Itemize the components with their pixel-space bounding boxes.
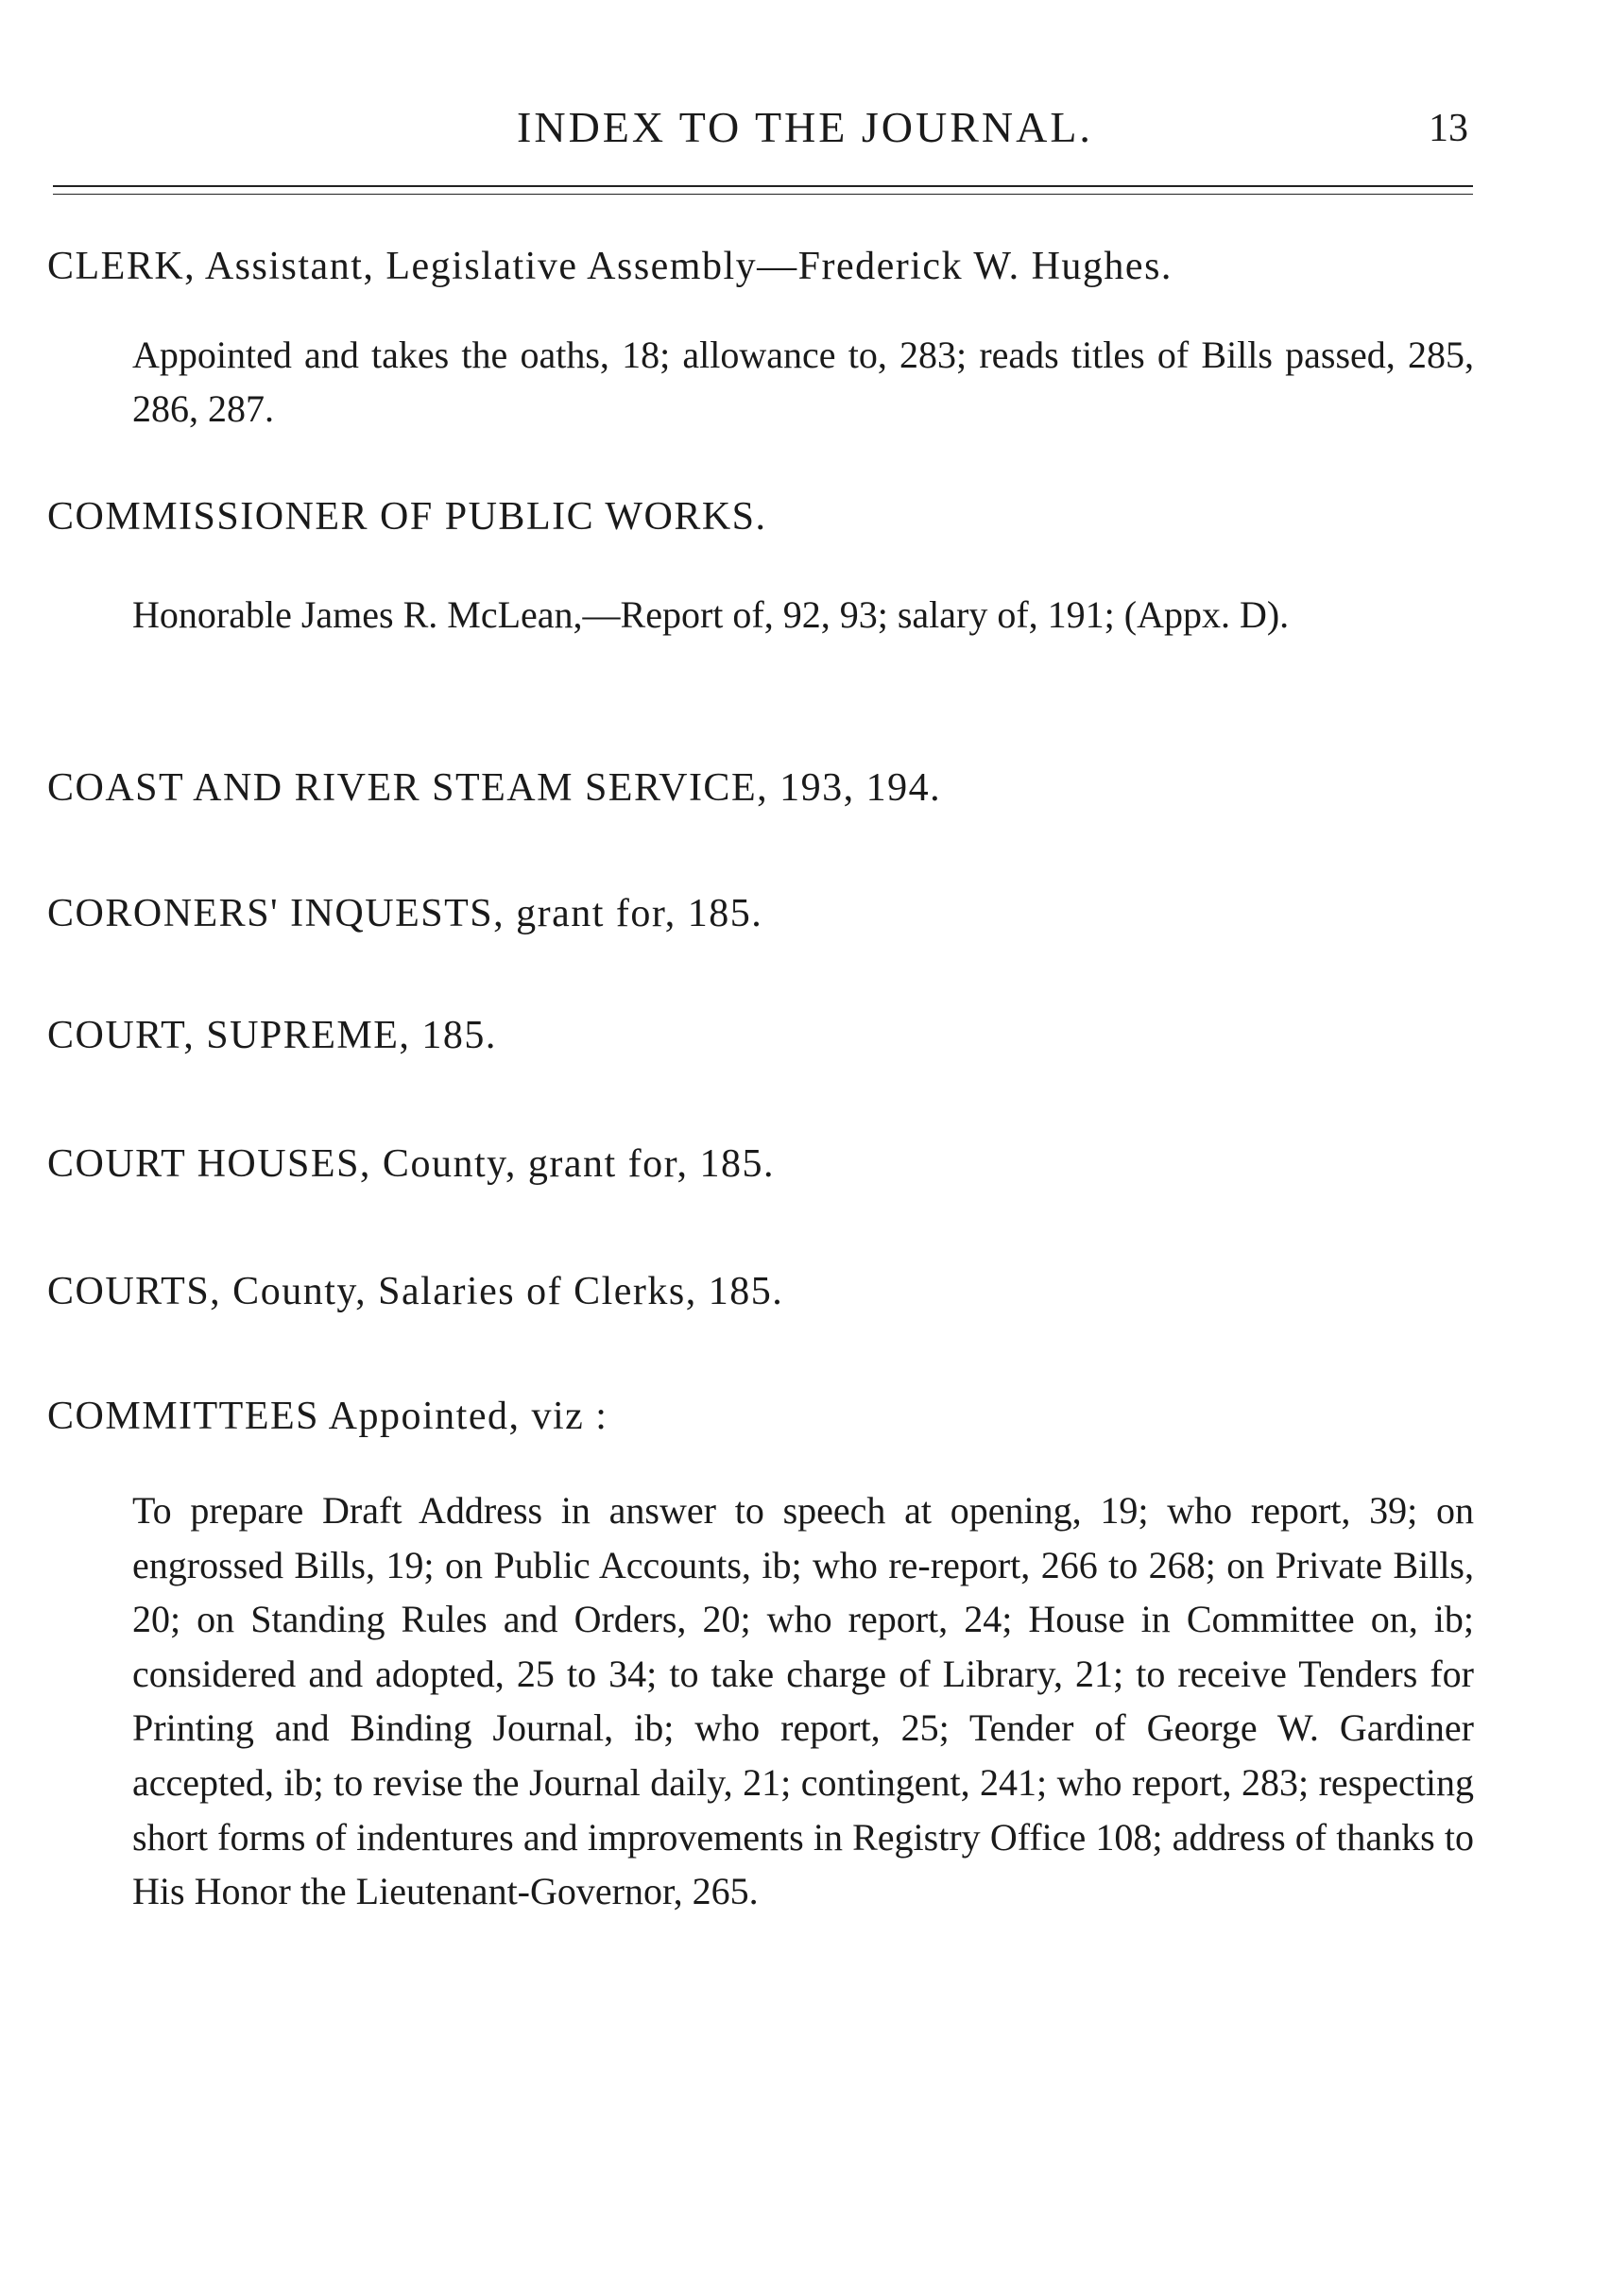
entry-body-committees: To prepare Draft Address in answer to speech at opening, 19; who report, 39; on engrossed Bills, 19; on Public Accounts, ib; who re-report, 266 to 268; on Private Bills, 20; on Standing Rules and Orders, 20; who report, 24; House in Committee on, ib; considered and adopted, 25 to 34; to take charge of Library, 21; to receive Tenders for Printing and Binding Journal, ib; who report, 25; Tender of George W. Gardiner accepted, ib; to revise the Journal daily, 21; contingent, 241; who report, 283; respecting short forms of indentures and improvements in Registry Office 108; address of thanks to His Honor the Lieutenant-Governor, 265.	[132, 1489, 1474, 1913]
header-rule-top	[53, 185, 1473, 187]
entry-body-clerk: Appointed and takes the oaths, 18; allowance to, 283; reads titles of Bills passed, 285, 286, 287.	[132, 334, 1474, 430]
entry-heading-coroners-inquests: CORONERS' INQUESTS, grant for, 185.	[47, 892, 763, 935]
running-head	[0, 102, 1610, 159]
entry-heading-coast-river-steam: COAST AND RIVER STEAM SERVICE, 193, 194.	[47, 766, 942, 810]
entry-heading-court-houses: COURT HOUSES, County, grant for, 185.	[47, 1142, 775, 1186]
running-title: INDEX TO THE JOURNAL.	[517, 103, 1093, 151]
entry-heading-courts-county: COURTS, County, Salaries of Clerks, 185.	[47, 1270, 784, 1313]
entry-body-commissioner: Honorable James R. McLean,—Report of, 92, 93; salary of, 191; (Appx. D).	[132, 593, 1290, 636]
entry-heading-court-supreme: COURT, SUPREME, 185.	[47, 1014, 497, 1057]
page-number: 13	[1429, 107, 1468, 150]
entry-heading-committees: COMMITTEES Appointed, viz :	[47, 1395, 608, 1438]
header-rule-bottom	[53, 194, 1473, 195]
entry-heading-commissioner: COMMISSIONER OF PUBLIC WORKS.	[47, 495, 767, 539]
entry-heading-clerk: CLERK, Assistant, Legislative Assembly—Frederick W. Hughes.	[47, 245, 1173, 288]
